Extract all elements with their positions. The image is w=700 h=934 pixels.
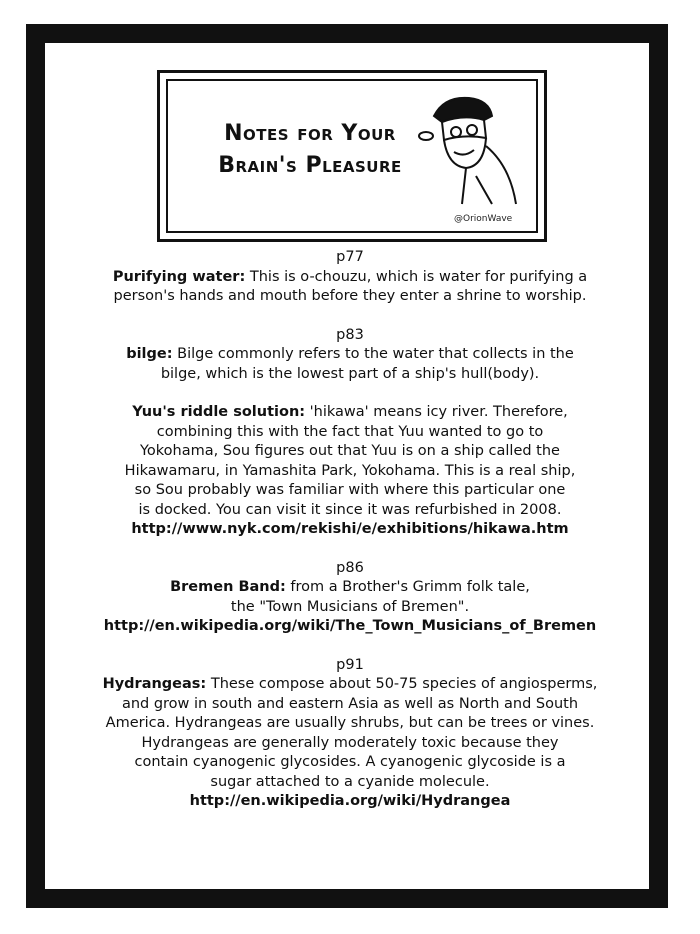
artist-credit: @OrionWave xyxy=(454,214,513,224)
note-text: This is o-chouzu, which is water for purifying a xyxy=(245,268,588,285)
note-p86 xyxy=(60,559,640,637)
note-term: bilge: xyxy=(126,346,173,362)
note-line: person's hands and mouth before they enter a shrine to worship. xyxy=(113,288,587,304)
note-line: so Sou probably was familiar with where this particular one xyxy=(134,482,566,498)
page-number: p91 xyxy=(336,656,364,673)
hydrangea-link[interactable]: http://en.wikipedia.org/wiki/Hydrangea xyxy=(189,793,511,809)
mascot-illustration xyxy=(414,86,532,206)
note-line: and grow in south and eastern Asia as well as North and South xyxy=(121,695,579,712)
note-term: Yuu's riddle solution: xyxy=(132,404,306,420)
note-p91 xyxy=(60,656,640,812)
note-term: Bremen Band: xyxy=(170,579,286,595)
note-line: America. Hydrangeas are usually shrubs, but can be trees or vines. xyxy=(105,715,595,731)
note-p83 xyxy=(60,326,640,385)
note-term: Purifying water: xyxy=(112,268,246,285)
note-line: Hydrangeas are generally moderately toxic because they xyxy=(141,734,559,751)
note-riddle xyxy=(60,403,640,540)
note-line: contain cyanogenic glycosides. A cyanogenic glycoside is a xyxy=(134,754,566,770)
note-line xyxy=(60,675,640,695)
note-line: sugar attached to a cyanide molecule. xyxy=(210,773,490,790)
note-line xyxy=(60,578,640,598)
note-text: Bilge commonly refers to the water that collects in the xyxy=(172,346,574,362)
page-number: p77 xyxy=(336,249,364,265)
page-title xyxy=(190,118,430,182)
note-term: Hydrangeas: xyxy=(102,676,207,692)
note-line xyxy=(60,268,640,288)
notes-content xyxy=(60,248,640,831)
note-line: combining this with the fact that Yuu wanted to go to xyxy=(156,423,544,440)
note-line: Hikawamaru, in Yamashita Park, Yokohama. This is a real ship, xyxy=(124,462,576,479)
hikawa-link[interactable]: http://www.nyk.com/rekishi/e/exhibitions/hikawa.htm xyxy=(131,521,569,537)
bremen-link[interactable]: http://en.wikipedia.org/wiki/The_Town_Musicians_of_Bremen xyxy=(103,618,597,634)
page-number: p83 xyxy=(336,326,364,343)
note-line: is docked. You can visit it since it was refurbished in 2008. xyxy=(138,501,562,518)
note-line: bilge, which is the lowest part of a ship's hull(body). xyxy=(160,365,540,382)
note-p77 xyxy=(60,248,640,307)
note-line xyxy=(60,345,640,365)
note-text: from a Brother's Grimm folk tale, xyxy=(285,579,530,595)
title-line-2: Brain's Pleasure xyxy=(218,153,402,178)
note-text: These compose about 50-75 species of angiosperms, xyxy=(206,676,598,692)
note-line: Yokohama, Sou figures out that Yuu is on a ship called the xyxy=(140,443,560,459)
title-line-1: Notes for Your xyxy=(224,121,396,146)
note-line: the "Town Musicians of Bremen". xyxy=(230,598,470,615)
page-number: p86 xyxy=(336,559,364,576)
note-text: 'hikawa' means icy river. Therefore, xyxy=(305,404,568,420)
note-line xyxy=(60,403,640,423)
